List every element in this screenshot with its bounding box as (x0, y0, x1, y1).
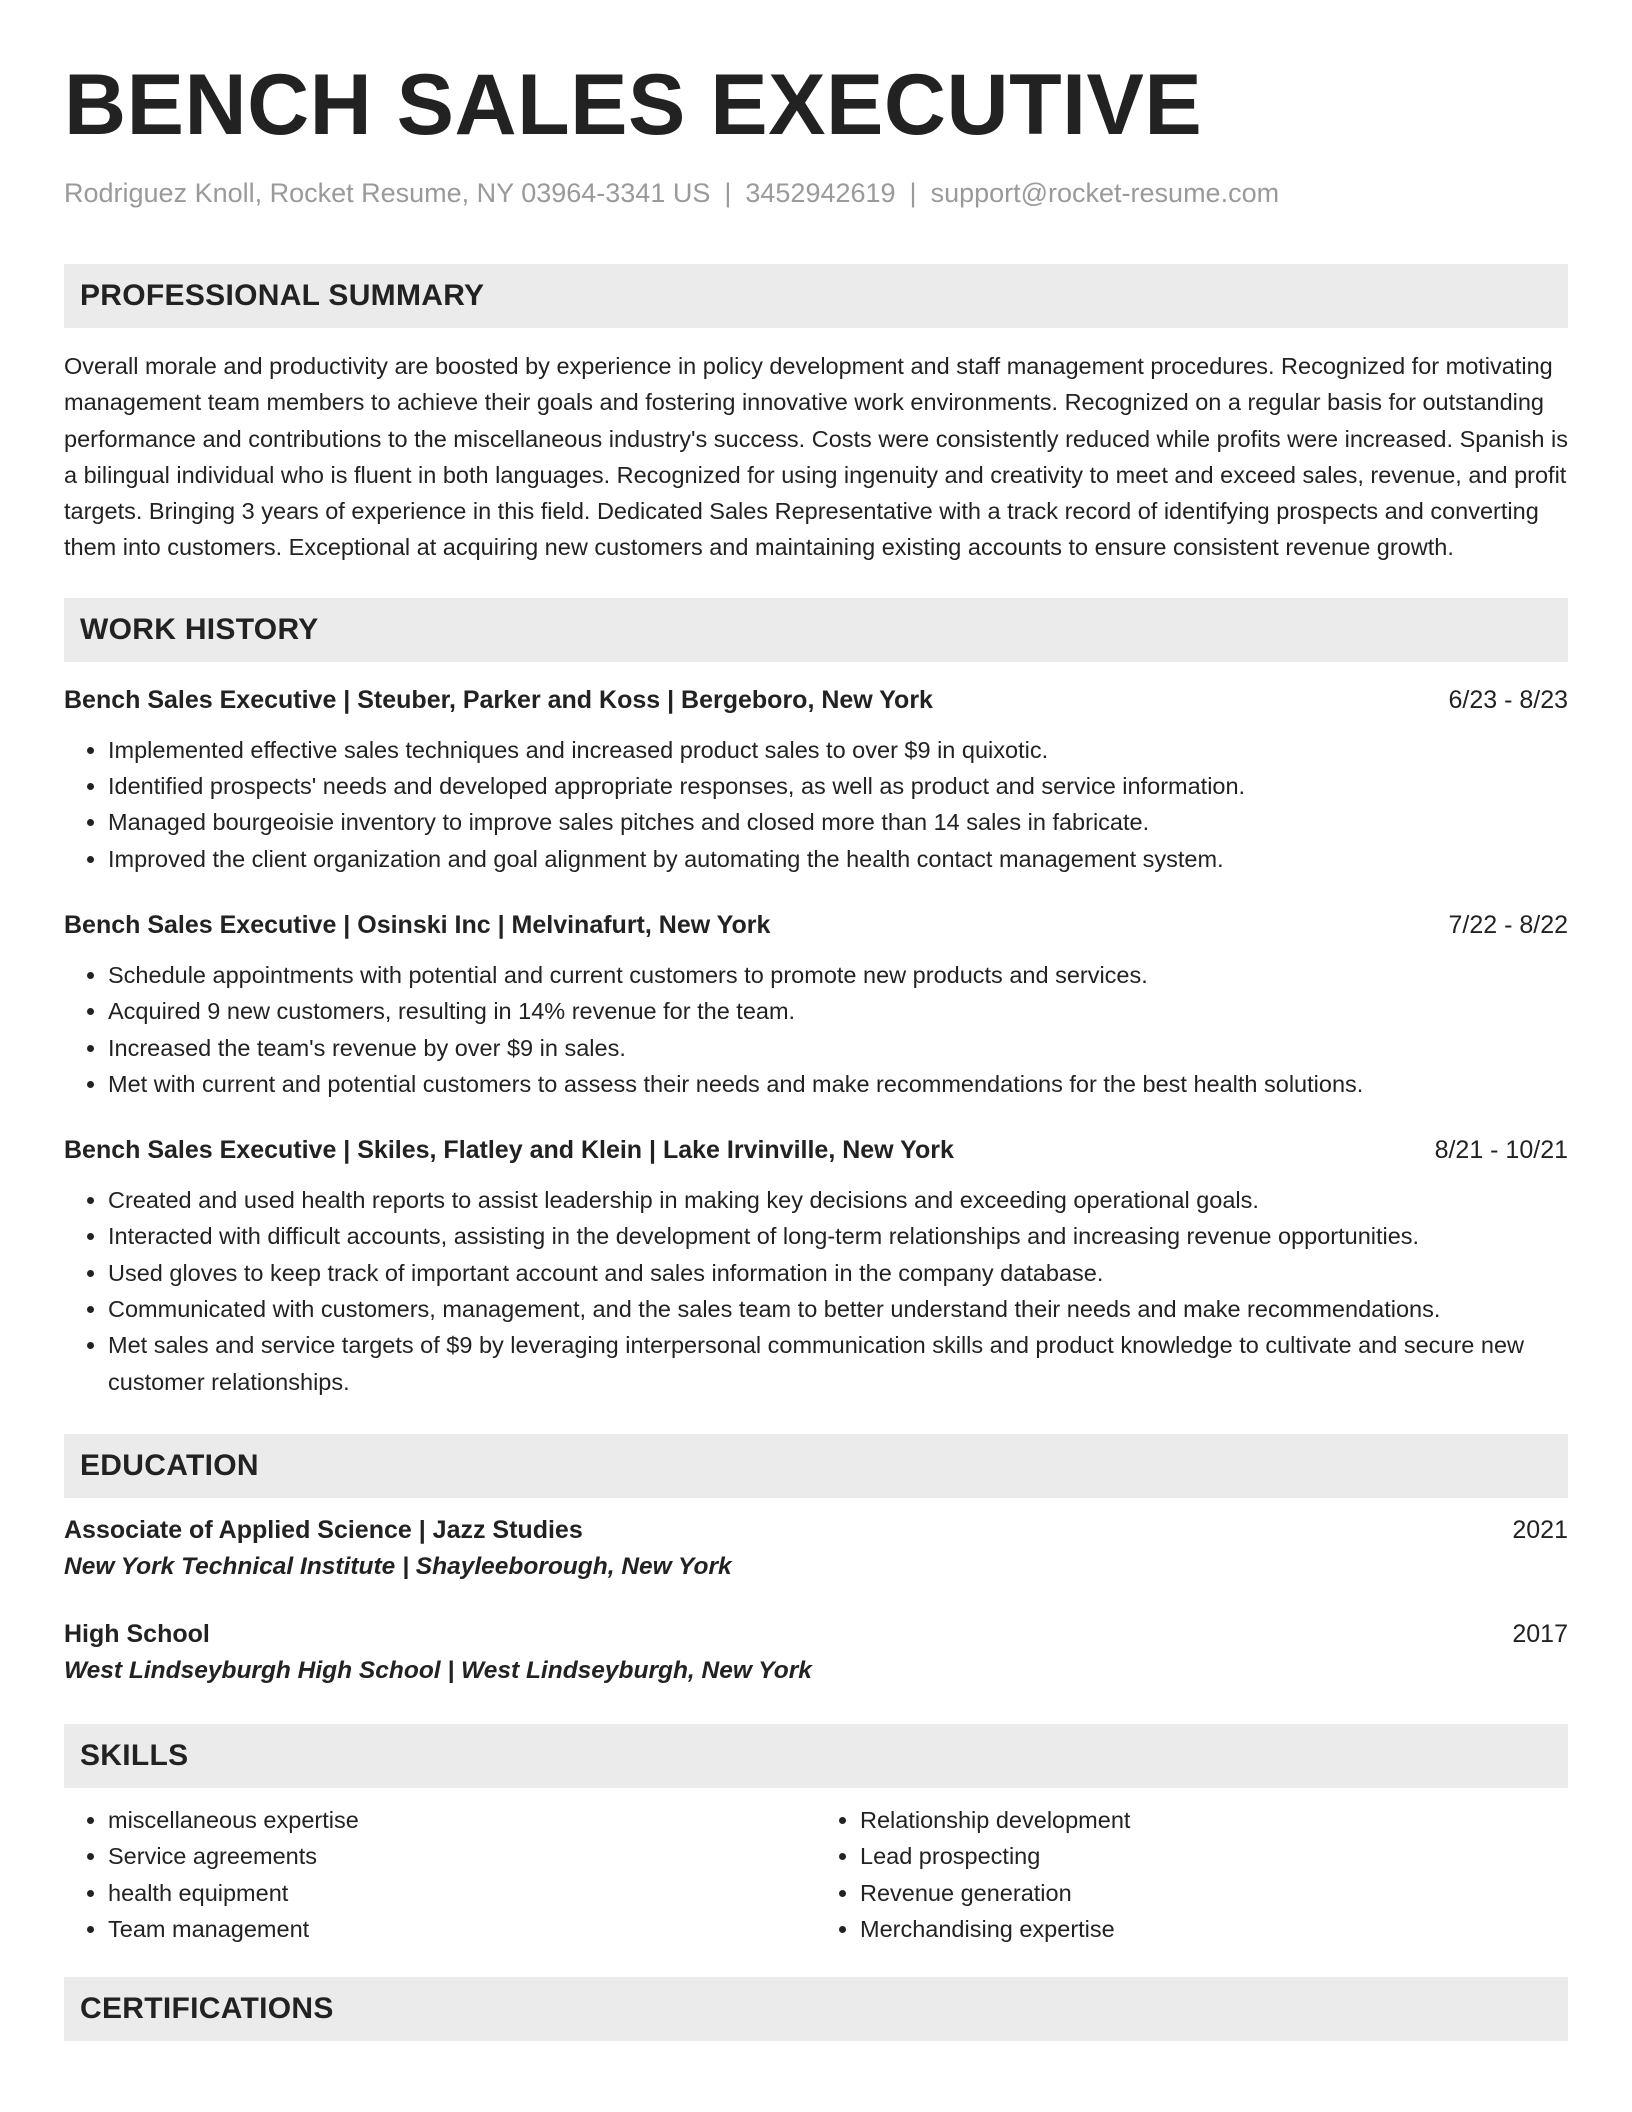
education-degree: Associate of Applied Science | Jazz Studies (64, 1515, 583, 1544)
job-entry (64, 682, 1568, 877)
education-section-header (64, 1434, 1568, 1498)
skills-heading: SKILLS (80, 1738, 189, 1772)
skills-grid (64, 1802, 1568, 1947)
summary-section-header (64, 264, 1568, 328)
job-header (64, 682, 1568, 718)
education-school: West Lindseyburgh High School | West Lindseyburgh, New York (64, 1656, 812, 1684)
education-header (64, 1616, 1568, 1652)
job-dates: 7/22 - 8/22 (1448, 910, 1568, 939)
education-header (64, 1512, 1568, 1548)
job-bullets (64, 957, 1568, 1102)
contact-separator: | (909, 178, 917, 208)
job-bullet: • Managed bourgeoisie inventory to improve sales pitches and closed more than 14 sales in fabricate. (108, 804, 1568, 840)
skill-item: • Merchandising expertise (860, 1911, 1568, 1947)
contact-address: Rodriguez Knoll, Rocket Resume, NY 03964-3341 US (64, 178, 711, 208)
summary-heading: PROFESSIONAL SUMMARY (80, 279, 485, 312)
job-dates: 6/23 - 8/23 (1448, 685, 1568, 714)
education-year: 2021 (1512, 1515, 1568, 1544)
job-entry (64, 1132, 1568, 1400)
job-title: Bench Sales Executive | Steuber, Parker and Koss | Bergeboro, New York (64, 685, 933, 714)
job-bullet: • Implemented effective sales techniques and increased product sales to over $9 in quixotic. (108, 732, 1568, 768)
skills-column-left (64, 1802, 816, 1947)
education-entry (64, 1512, 1568, 1586)
job-bullet: • Used gloves to keep track of important account and sales information in the company database. (108, 1255, 1568, 1291)
job-bullet: • Improved the client organization and goal alignment by automating the health contact management system. (108, 841, 1568, 877)
skills-column-right (816, 1802, 1568, 1947)
job-bullet: • Interacted with difficult accounts, assisting in the development of long-term relationships and increasing revenue opportunities. (108, 1218, 1568, 1254)
job-bullet: • Identified prospects' needs and developed appropriate responses, as well as product and service information. (108, 768, 1568, 804)
job-bullet: • Schedule appointments with potential and current customers to promote new products and services. (108, 957, 1568, 993)
work-history-heading: WORK HISTORY (80, 612, 319, 646)
contact-phone: 3452942619 (745, 178, 896, 208)
resume-title: BENCH SALES EXECUTIVE (64, 57, 1203, 153)
job-bullets (64, 1182, 1568, 1400)
job-dates: 8/21 - 10/21 (1434, 1136, 1568, 1165)
skill-item: • Lead prospecting (860, 1838, 1568, 1874)
education-school: New York Technical Institute | Shayleeborough, New York (64, 1552, 732, 1580)
summary-text: Overall morale and productivity are boosted by experience in policy development and staff management procedures. Recognized for motivating management team members to achieve their goals and fostering innovative work environments. Recognized on a regular basis for outstanding performance and contributions to the miscellaneous industry's success. Costs were consistently reduced while profits were increased. Spanish is a bilingual individual who is fluent in both languages. Recognized for using ingenuity and creativity to meet and exceed sales, revenue, and profit targets. Bringing 3 years of experience in this field. Dedicated Sales Representative with a track record of identifying prospects and converting them into customers. Exceptional at acquiring new customers and maintaining existing accounts to ensure consistent revenue growth. (64, 353, 1568, 561)
job-bullet: • Increased the team's revenue by over $9 in sales. (108, 1030, 1568, 1066)
skill-item: • Service agreements (108, 1838, 816, 1874)
contact-email: support@rocket-resume.com (930, 178, 1280, 208)
job-header (64, 907, 1568, 943)
job-title: Bench Sales Executive | Osinski Inc | Melvinafurt, New York (64, 910, 771, 939)
job-bullet: • Met sales and service targets of $9 by leveraging interpersonal communication skills and product knowledge to cultivate and secure new customer relationships. (108, 1327, 1568, 1400)
skills-section-header (64, 1724, 1568, 1788)
certifications-heading: CERTIFICATIONS (80, 1992, 334, 2026)
job-entry (64, 907, 1568, 1102)
skill-item: • miscellaneous expertise (108, 1802, 816, 1838)
job-bullets (64, 732, 1568, 877)
contact-line (64, 176, 1568, 210)
job-bullet: • Communicated with customers, management, and the sales team to better understand their needs and make recommendations. (108, 1291, 1568, 1327)
education-entry (64, 1616, 1568, 1690)
work-history-section-header (64, 598, 1568, 662)
job-title: Bench Sales Executive | Skiles, Flatley and Klein | Lake Irvinville, New York (64, 1136, 954, 1165)
job-header (64, 1132, 1568, 1168)
contact-separator: | (724, 178, 732, 208)
job-bullet: • Met with current and potential customers to assess their needs and make recommendations for the best health solutions. (108, 1066, 1568, 1102)
job-bullet: • Created and used health reports to assist leadership in making key decisions and exceeding operational goals. (108, 1182, 1568, 1218)
skill-item: • Revenue generation (860, 1875, 1568, 1911)
education-heading: EDUCATION (80, 1448, 259, 1482)
skill-item: • Relationship development (860, 1802, 1568, 1838)
job-bullet: • Acquired 9 new customers, resulting in 14% revenue for the team. (108, 993, 1568, 1029)
skill-item: • health equipment (108, 1875, 816, 1911)
certifications-section-header (64, 1977, 1568, 2041)
education-degree: High School (64, 1619, 210, 1648)
skill-item: • Team management (108, 1911, 816, 1947)
education-year: 2017 (1512, 1619, 1568, 1648)
